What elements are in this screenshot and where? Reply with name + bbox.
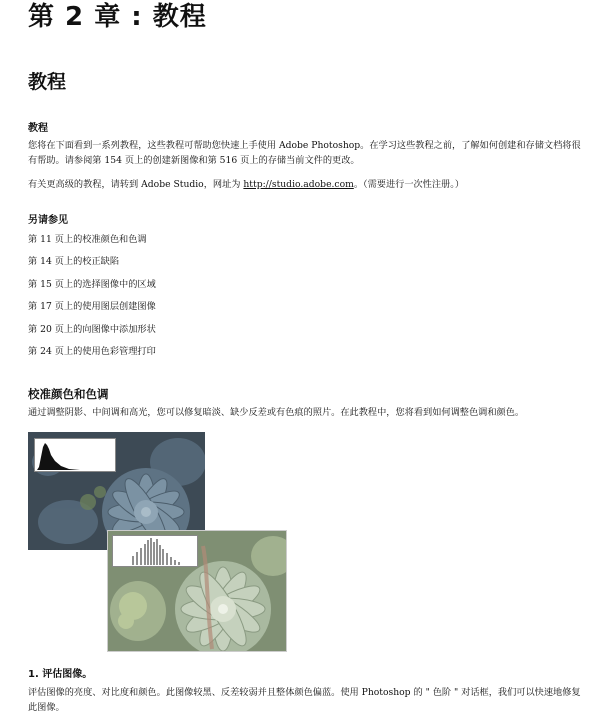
step1-paragraph: 评估图像的亮度、对比度和颜色。此图像较黑、反差较弱并且整体颜色偏蓝。使用 Photoshop 的 " 色阶 " 对话框，我们可以快速地修复此图像。 [28,687,581,713]
see-also-item[interactable]: 第 20 页上的向图像中添加形状 [28,323,156,335]
advanced-tutorial-paragraph [28,177,584,192]
see-also-heading: 另请参见 [28,215,68,226]
see-also-list [28,234,156,368]
see-also-item[interactable]: 第 14 页上的校正缺陷 [28,256,120,268]
calibrate-heading: 校准颜色和色调 [28,387,109,401]
registration-note: 。（需要进行一次性注册。） [353,179,465,190]
see-also-item[interactable]: 第 15 页上的选择图像中的区域 [28,278,156,290]
section-title: 教程 [28,71,67,93]
chapter-title: 第 2 章 : 教程 [28,2,207,32]
after-photo [107,530,287,652]
advanced-text: 有关更高级的教程，请转到 Adobe Studio，网址为 [28,179,244,190]
see-also-item[interactable]: 第 11 页上的校准颜色和色调 [28,234,147,245]
step1-heading: 1. 评估图像。 [28,669,93,680]
intro-paragraph: 您将在下面看到一系列教程，这些教程可帮助您快速上手使用 Adobe Photoshop。在学习这些教程之前，了解如何创建和存储文档将很有帮助。请参阅第 154 页上的创建新图像和第 516 页上的存储当前文件的更改。 [28,140,581,166]
after-histogram [112,535,198,567]
intro-heading: 教程 [28,123,48,134]
adobe-studio-link[interactable]: http://studio.adobe.com [243,179,354,190]
before-after-figure [28,432,288,652]
before-histogram [34,438,116,472]
see-also-item[interactable]: 第 17 页上的使用图层创建图像 [28,301,156,313]
see-also-item[interactable]: 第 24 页上的使用色彩管理打印 [28,345,156,357]
calibrate-paragraph: 通过调整阴影、中间调和高光，您可以修复暗淡、缺少反差或有色痕的照片。在此教程中，您将看到如何调整色调和颜色。 [28,407,525,418]
